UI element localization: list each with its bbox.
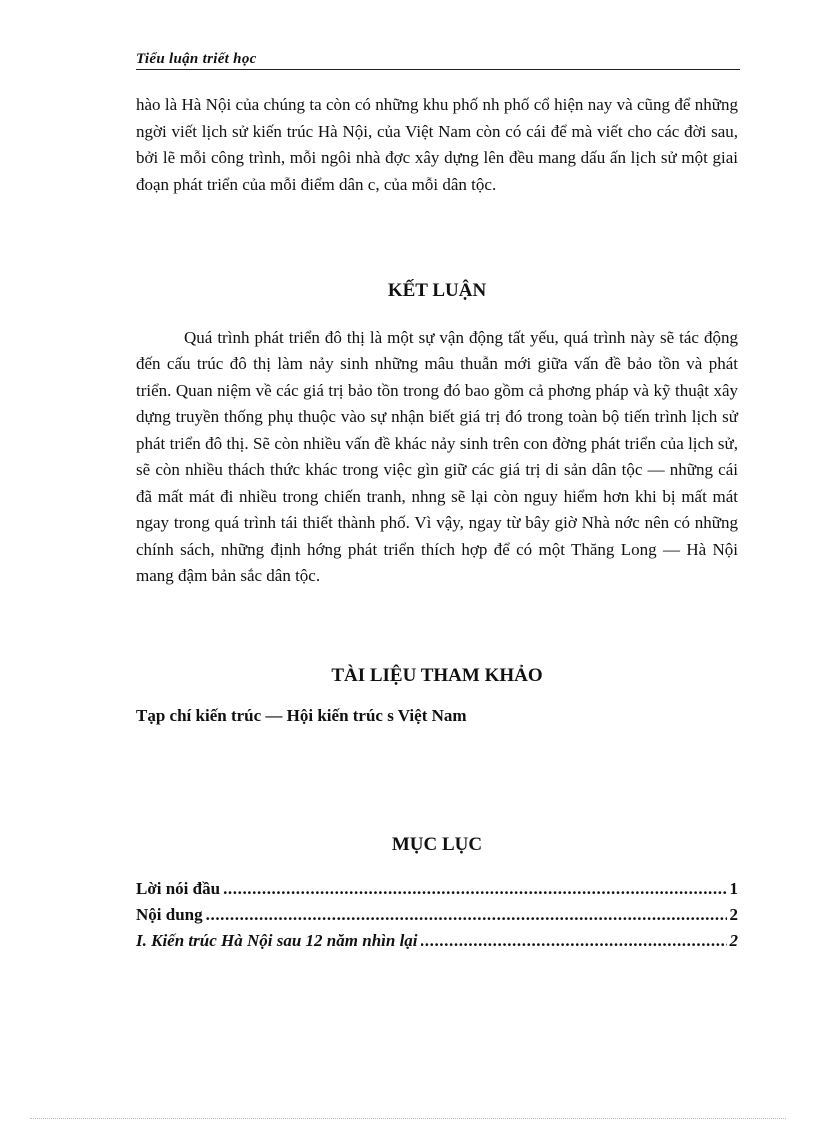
toc-row[interactable] <box>136 876 738 902</box>
header-title: Tiểu luận triết học <box>136 51 257 67</box>
toc-page: 2 <box>729 905 738 924</box>
reference-item: Tạp chí kiến trúc — Hội kiến trúc s Việt Nam <box>136 706 467 725</box>
conclusion-heading: KẾT LUẬN <box>387 280 487 301</box>
toc-row[interactable] <box>136 902 738 928</box>
toc-label: Lời nói đầu <box>136 879 221 898</box>
page-header <box>136 50 740 70</box>
document-body <box>136 92 738 954</box>
toc-leader-dots <box>421 928 727 954</box>
toc-label: I. Kiến trúc Hà Nội sau 12 năm nhìn lại <box>136 931 418 950</box>
toc-heading: MỤC LỤC <box>391 833 483 855</box>
intro-paragraph: hào là Hà Nội của chúng ta còn có những khu phố nh phố cổ hiện nay và cũng để những ngời viết lịch sử kiến trúc Hà Nội, của Việt Nam còn có cái để mà viết cho các đời sau, bởi lẽ mỗi công trình, mỗi ngôi nhà đợc xây dựng lên đều mang dấu ấn lịch sử một giai đoạn phát triển của mỗi điểm dân c, của mỗi dân tộc. <box>136 95 738 194</box>
toc-row[interactable] <box>136 928 738 954</box>
toc-page: 2 <box>729 931 738 950</box>
conclusion-paragraph: Quá trình phát triển đô thị là một sự vận động tất yếu, quá trình này sẽ tác động đến cấu trúc đô thị làm nảy sinh những mâu thuẫn mới giữa vấn đề bảo tồn và phát triển. Quan niệm về các giá trị bảo tồn trong đó bao gồm cả phơng pháp và kỹ thuật xây dựng truyền thống phụ thuộc vào sự nhận biết giá trị đó trong toàn bộ tiến trình lịch sử phát triển đô thị. Sẽ còn nhiều vấn đề khác nảy sinh trên con đờng phát triển của lịch sử, sẽ còn nhiều thách thức khác trong việc gìn giữ các giá trị di sản dân tộc — những cái đã mất mát đi nhiều trong chiến tranh, nhng sẽ lại còn nguy hiểm hơn khi bị mất mát ngay trong quá trình tái thiết thành phố. Vì vậy, ngay từ bây giờ Nhà nớc nên có những chính sách, những định hớng phát triển thích hợp để có một Thăng Long — Hà Nội mang đậm bản sắc dân tộc. <box>136 327 738 585</box>
page-footer-border <box>30 1118 786 1119</box>
toc-leader-dots <box>223 876 726 902</box>
toc-leader-dots <box>206 902 727 928</box>
toc-page: 1 <box>729 879 738 898</box>
toc-label: Nội dung <box>136 905 203 924</box>
references-heading: TÀI LIỆU THAM KHẢO <box>331 664 543 686</box>
